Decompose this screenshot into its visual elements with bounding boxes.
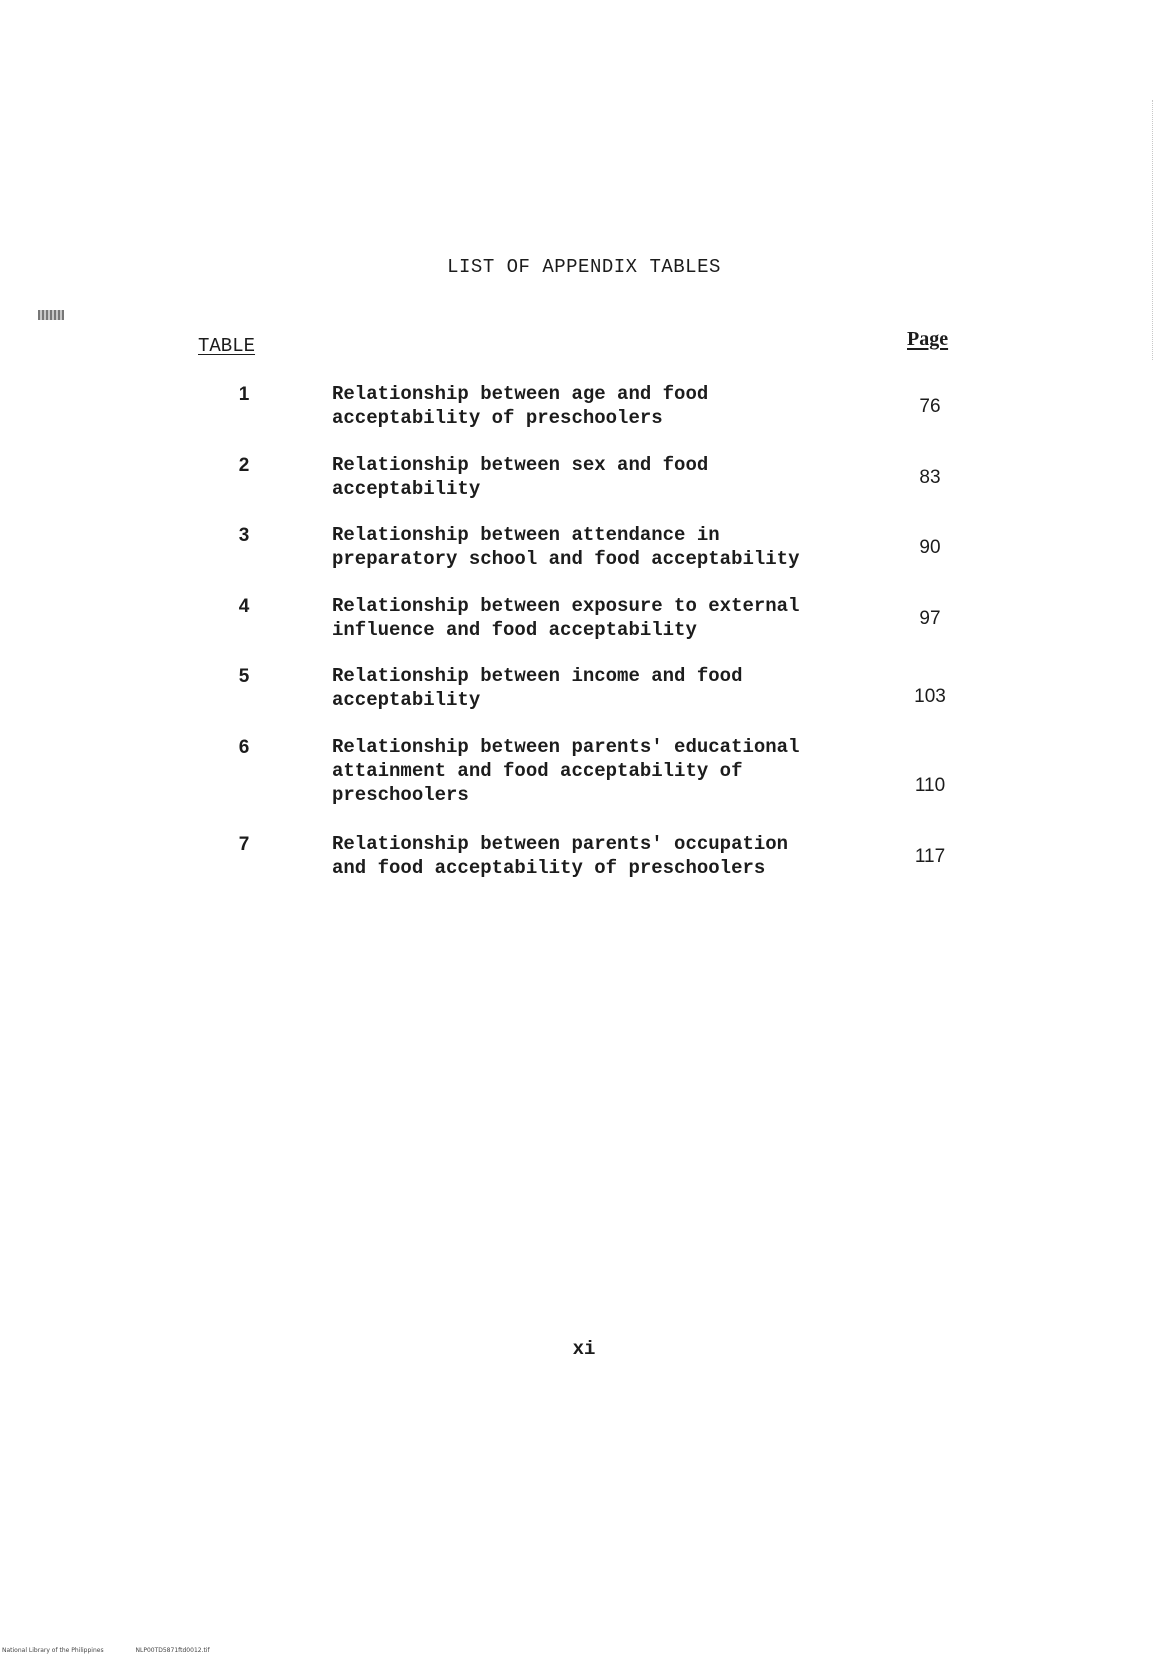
entry-page: 76 [919, 396, 941, 417]
entry-description: Relationship between income and food acceptability [332, 665, 743, 711]
entry-page: 97 [919, 608, 941, 629]
entry-description: Relationship between exposure to external influence and food acceptability [332, 595, 800, 641]
entry-description: Relationship between attendance in preparatory school and food acceptability [332, 524, 800, 570]
page-number: xi [572, 1338, 596, 1360]
entry-description: Relationship between age and food acceptability of preschoolers [332, 383, 709, 429]
entry-number: 5 [238, 666, 250, 687]
entry-page: 103 [914, 686, 946, 707]
entry-number: 6 [238, 737, 250, 758]
table-column-header: TABLE [198, 335, 256, 357]
scan-footer [2, 1647, 240, 1654]
entry-description: Relationship between parents' occupation and food acceptability of preschoolers [332, 833, 789, 879]
entry-number: 7 [238, 834, 250, 855]
entry-page: 117 [914, 846, 946, 867]
entry-number: 3 [238, 525, 250, 546]
entry-number: 2 [238, 455, 250, 476]
page-title: LIST OF APPENDIX TABLES [447, 256, 721, 278]
entry-page: 110 [914, 775, 946, 796]
entry-number: 1 [238, 384, 250, 405]
entry-number: 4 [238, 596, 250, 617]
scan-library-label: National Library of the Philippines [2, 1647, 104, 1654]
scan-edge-marks [1152, 100, 1154, 360]
page-column-header: Page [907, 328, 949, 350]
scan-file-label: NLP00TD5871ftd0012.tif [135, 1647, 210, 1654]
entry-page: 90 [919, 537, 941, 558]
entry-description: Relationship between parents' educational attainment and food acceptability of preschoolers [332, 736, 800, 806]
entry-description: Relationship between sex and food acceptability [332, 454, 709, 500]
entry-page: 83 [919, 467, 941, 488]
scan-stamp-mark [38, 310, 64, 320]
